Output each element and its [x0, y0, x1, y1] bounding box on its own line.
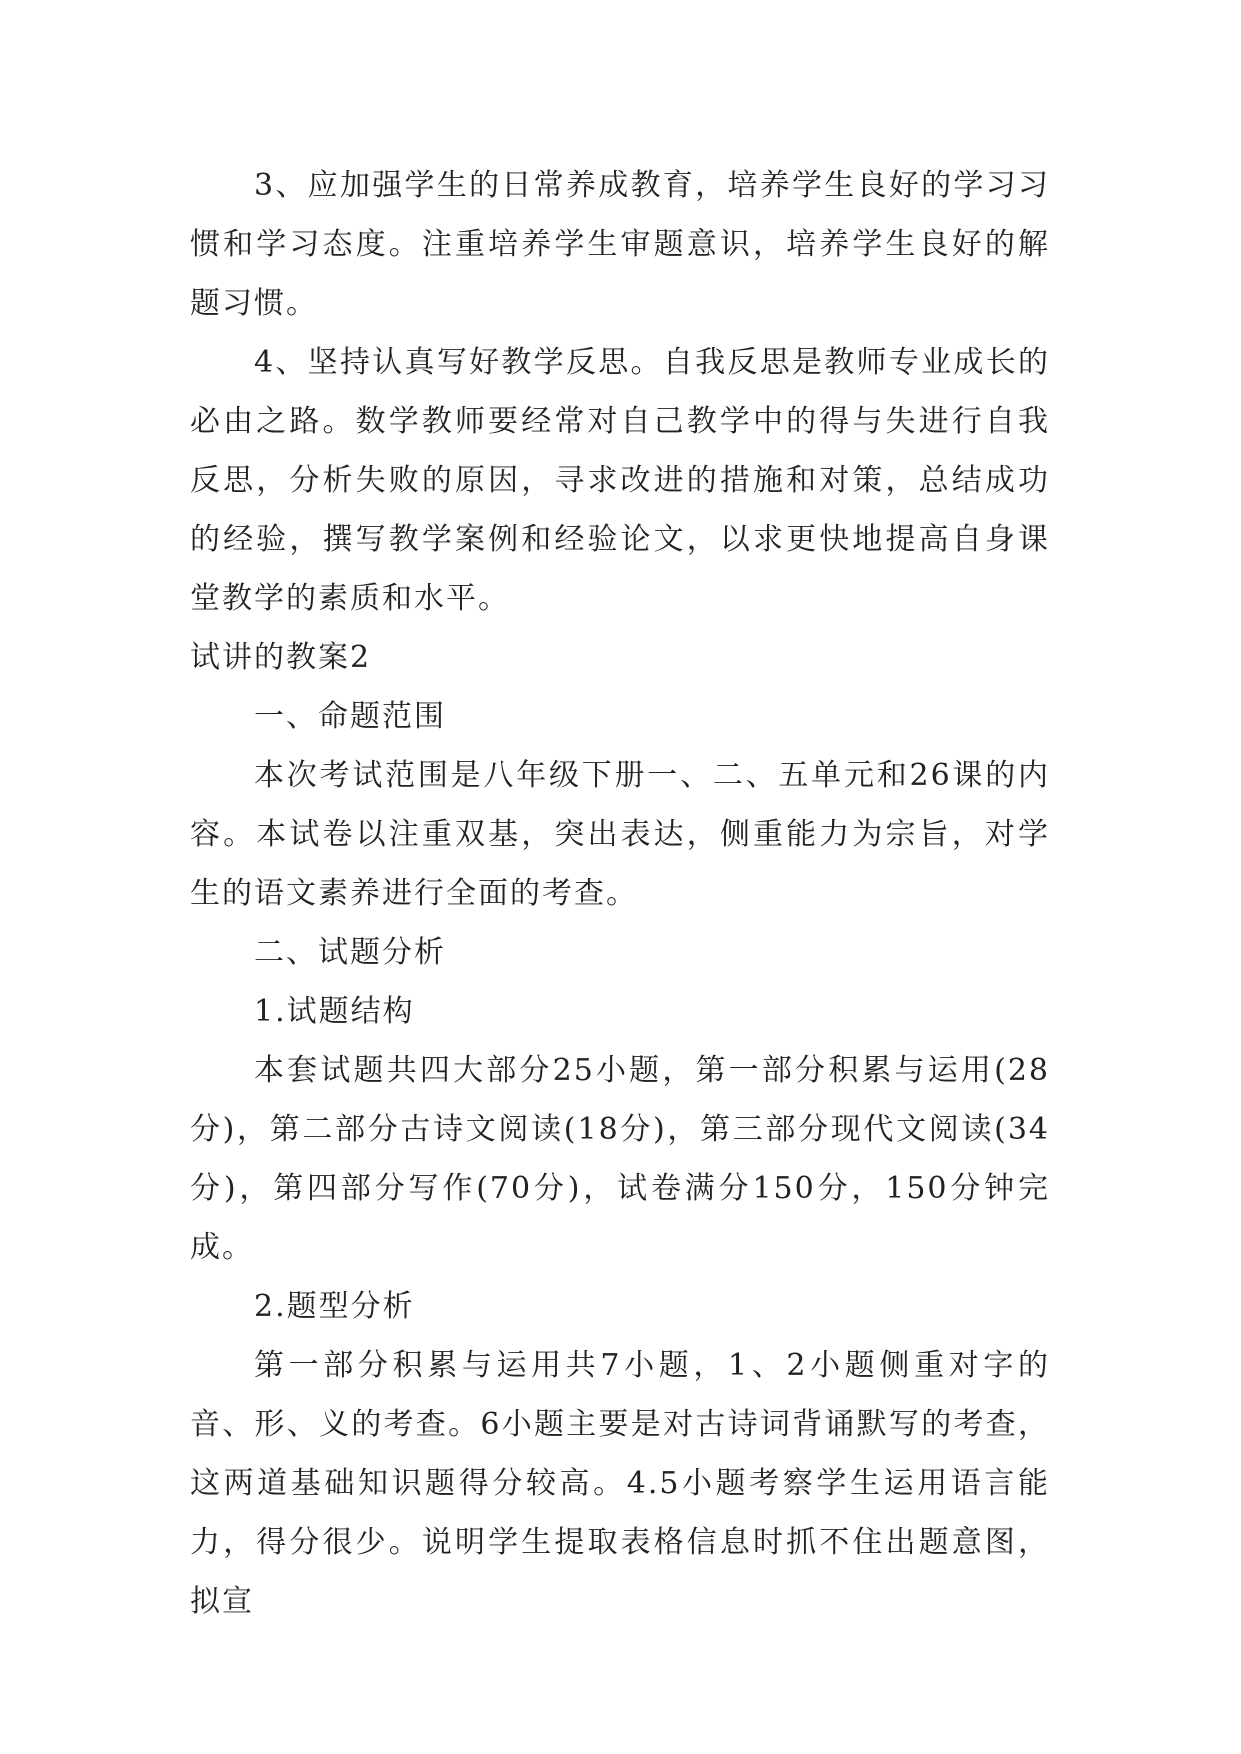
document-body: [190, 156, 1050, 1631]
heading-question-analysis: 二、试题分析: [254, 935, 446, 970]
paragraph-question-type-analysis: 第一部分积累与运用共7小题，1、2小题侧重对字的音、形、义的考查。6小题主要是对古诗词背诵默写的考查，这两道基础知识题得分较高。4.5小题考察学生运用语言能力，得分很少。说明学生提取表格信息时抓不住出题意图，拟宣: [190, 1348, 1050, 1619]
subheading-question-structure: 1.试题结构: [254, 994, 415, 1029]
paragraph-habit-education: 3、应加强学生的日常养成教育，培养学生良好的学习习惯和学习态度。注重培养学生审题意识，培养学生良好的解题习惯。: [190, 168, 1050, 321]
paragraph-exam-scope: 本次考试范围是八年级下册一、二、五单元和26课的内容。本试卷以注重双基，突出表达，侧重能力为宗旨，对学生的语文素养进行全面的考查。: [190, 758, 1050, 911]
subheading-question-type-analysis: 2.题型分析: [254, 1289, 415, 1324]
section-heading-lesson-plan-2: 试讲的教案2: [190, 640, 372, 675]
heading-exam-scope: 一、命题范围: [254, 699, 446, 734]
paragraph-question-structure: 本套试题共四大部分25小题，第一部分积累与运用(28分)，第二部分古诗文阅读(18分)，第三部分现代文阅读(34分)，第四部分写作(70分)，试卷满分150分，150分钟完成。: [190, 1053, 1050, 1265]
paragraph-teaching-reflection: 4、坚持认真写好教学反思。自我反思是教师专业成长的必由之路。数学教师要经常对自己教学中的得与失进行自我反思，分析失败的原因，寻求改进的措施和对策，总结成功的经验，撰写教学案例和经验论文，以求更快地提高自身课堂教学的素质和水平。: [190, 345, 1050, 616]
